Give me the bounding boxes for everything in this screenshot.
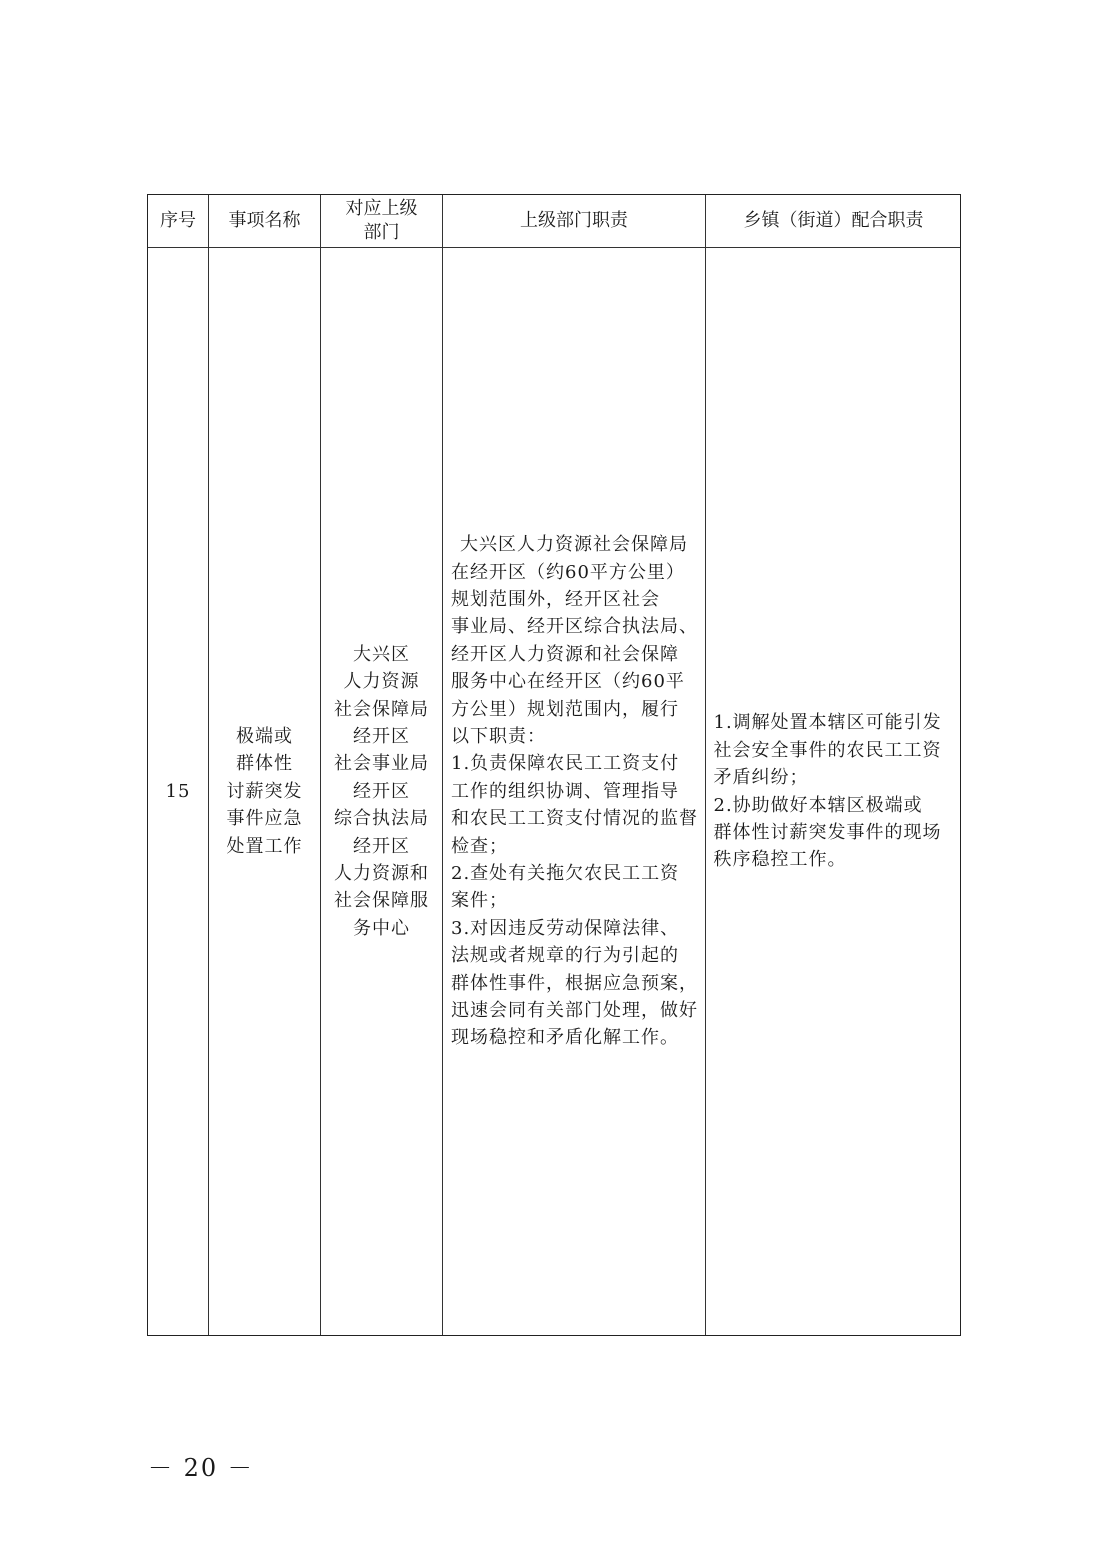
header-item-name — [209, 195, 320, 247]
text-line: 社会保障局 — [334, 698, 429, 720]
cell-town-duty — [706, 248, 961, 1335]
header-town-duty-label: 乡镇（街道）配合职责 — [743, 210, 924, 231]
text-line: 现场稳控和矛盾化解工作。 — [451, 1027, 679, 1049]
text-line: 秩序稳控工作。 — [713, 849, 847, 871]
text-line: 经开区 — [353, 835, 410, 857]
text-line: 社会保障服 — [334, 890, 429, 912]
text-line: 检查； — [451, 835, 508, 857]
text-line: 社会安全事件的农民工工资 — [713, 739, 942, 761]
text-line: 法规或者规章的行为引起的 — [451, 945, 679, 967]
text-line: 群体性事件，根据应急预案， — [451, 972, 698, 994]
superior-dept-text — [334, 641, 429, 942]
header-superior-duty-label: 上级部门职责 — [520, 210, 628, 231]
text-line: 社会事业局 — [334, 753, 429, 775]
header-superior-duty — [443, 195, 705, 247]
text-line: 大兴区 — [353, 643, 410, 665]
text-line: 案件； — [451, 890, 508, 912]
text-line: 讨薪突发 — [226, 780, 303, 802]
text-line: 事业局、经开区综合执法局、 — [451, 616, 698, 638]
header-line: 部门 — [363, 222, 400, 243]
text-line: 迅速会同有关部门处理，做好 — [451, 1000, 698, 1022]
text-line: 1.调解处置本辖区可能引发 — [713, 712, 942, 734]
town-duty-text — [714, 709, 954, 873]
text-line: 经开区人力资源和社会保障 — [451, 643, 679, 665]
text-line: 极端或 — [236, 725, 293, 747]
text-line: 群体性讨薪突发事件的现场 — [713, 821, 942, 843]
text-line: 大兴区人力资源社会保障局 — [460, 534, 688, 556]
text-line: 1.负责保障农民工工资支付 — [451, 753, 680, 775]
header-seq — [148, 195, 208, 247]
text-line: 经开区 — [353, 780, 410, 802]
text-line: 矛盾纠纷； — [713, 767, 809, 789]
text-line: 2.协助做好本辖区极端或 — [713, 794, 923, 816]
header-town-duty — [706, 195, 961, 247]
text-line: 规划范围外，经开区社会 — [451, 588, 660, 610]
text-line: 人力资源 — [343, 671, 420, 693]
text-line: 2.查处有关拖欠农民工工资 — [451, 863, 680, 885]
responsibility-table — [147, 194, 961, 1336]
text-line: 3.对因违反劳动保障法律、 — [451, 917, 680, 939]
header-seq-label: 序号 — [160, 210, 196, 231]
cell-item-name — [209, 248, 320, 1335]
header-superior-dept — [321, 195, 442, 247]
text-line: 人力资源和 — [334, 863, 429, 885]
seq-value: 15 — [165, 780, 191, 802]
superior-duty-text — [451, 531, 697, 1052]
text-line: 工作的组织协调、管理指导 — [451, 780, 679, 802]
header-superior-dept-label — [346, 197, 418, 245]
page-number: － 20 － — [148, 1454, 254, 1482]
header-line: 对应上级 — [345, 198, 418, 219]
text-line: 服务中心在经开区（约60平 — [451, 671, 685, 693]
text-line: 群体性 — [236, 753, 293, 775]
text-line: 经开区 — [353, 725, 410, 747]
header-item-name-label: 事项名称 — [228, 210, 301, 231]
text-line: 务中心 — [353, 917, 410, 939]
text-line: 在经开区（约60平方公里） — [451, 561, 685, 583]
cell-seq — [148, 248, 208, 1335]
text-line: 处置工作 — [226, 835, 303, 857]
cell-superior-duty — [443, 248, 705, 1335]
text-line: 和农民工工资支付情况的监督 — [451, 808, 698, 830]
cell-superior-dept — [321, 248, 442, 1335]
text-line: 以下职责： — [451, 725, 546, 747]
item-name-text — [227, 723, 303, 860]
text-line: 综合执法局 — [334, 808, 429, 830]
text-line: 事件应急 — [226, 808, 303, 830]
text-line: 方公里）规划范围内，履行 — [451, 698, 679, 720]
